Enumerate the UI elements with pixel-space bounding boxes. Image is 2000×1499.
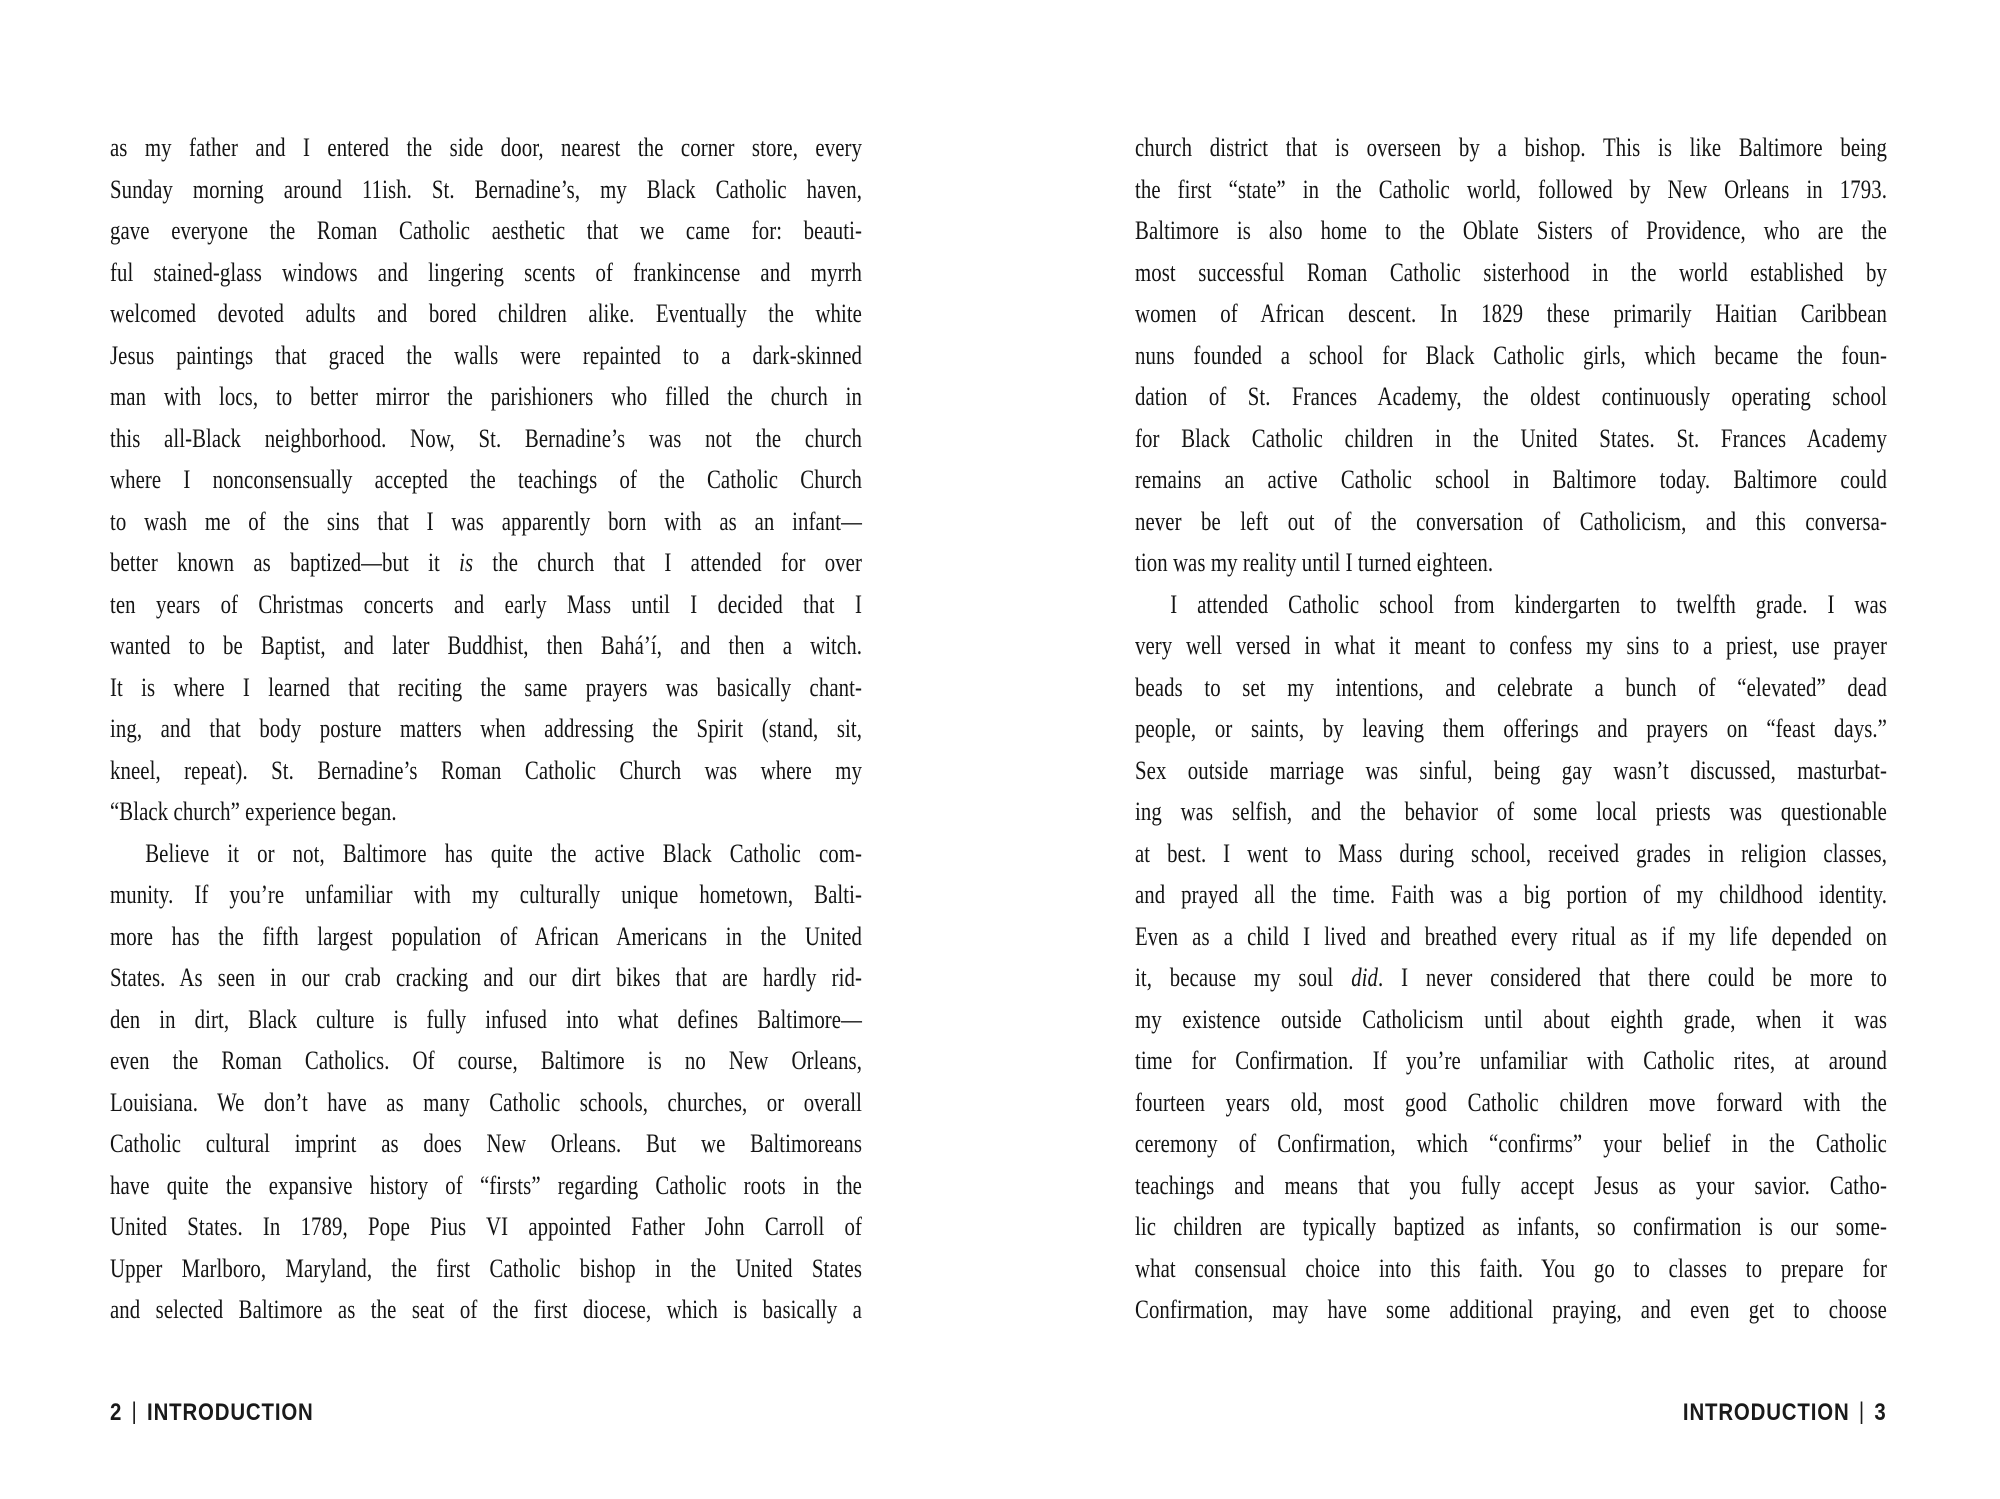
text-line: Jesus paintings that graced the walls were repainted to a dark-skinned: [110, 340, 862, 370]
text-line: man with locs, to better mirror the parishioners who filled the church in: [110, 382, 862, 411]
footer-separator: |: [131, 1398, 138, 1425]
text-line: Louisiana. We don’t have as many Catholic schools, churches, or overall: [110, 1087, 862, 1117]
text-line: women of African descent. In 1829 these primarily Haitian Caribbean: [1135, 299, 1887, 328]
text-line: to wash me of the sins that I was apparently born with as an infant—: [110, 506, 862, 536]
text-line: wanted to be Baptist, and later Buddhist, then Bahá’í, and then a witch.: [110, 631, 862, 660]
text-line: have quite the expansive history of “firsts” regarding Catholic roots in the: [110, 1170, 862, 1200]
text-line: teachings and means that you fully accept Jesus as your savior. Catho-: [1135, 1170, 1887, 1200]
text-line: ten years of Christmas concerts and early Mass until I decided that I: [110, 589, 862, 619]
text-line: Baltimore is also home to the Oblate Sisters of Providence, who are the: [1135, 216, 1887, 245]
text-line: ing, and that body posture matters when addressing the Spirit (stand, sit,: [110, 714, 862, 743]
text-line: munity. If you’re unfamiliar with my culturally unique hometown, Balti-: [110, 880, 862, 909]
text-line: where I nonconsensually accepted the teachings of the Catholic Church: [110, 465, 862, 494]
text-line: never be left out of the conversation of Catholicism, and this conversa-: [1135, 506, 1887, 536]
text-line: the first “state” in the Catholic world, followed by New Orleans in 1793.: [1135, 174, 1887, 204]
text-line: welcomed devoted adults and bored children alike. Eventually the white: [110, 299, 862, 328]
text-line: Sunday morning around 11ish. St. Bernadine’s, my Black Catholic haven,: [110, 174, 862, 204]
section-label: INTRODUCTION: [1683, 1399, 1850, 1426]
text-line: ceremony of Confirmation, which “confirms” your belief in the Catholic: [1135, 1129, 1887, 1158]
text-line: even the Roman Catholics. Of course, Baltimore is no New Orleans,: [110, 1046, 862, 1075]
text-line: this all-Black neighborhood. Now, St. Bernadine’s was not the church: [110, 423, 862, 453]
text-line: remains an active Catholic school in Baltimore today. Baltimore could: [1135, 465, 1887, 494]
text-line: tion was my reality until I turned eighteen.: [1135, 548, 1494, 577]
text-line: better known as baptized—but it is the church that I attended for over: [110, 548, 862, 577]
body-text-right-page: [1135, 127, 1887, 1331]
text-line: fourteen years old, most good Catholic children move forward with the: [1135, 1087, 1887, 1117]
text-line: den in dirt, Black culture is fully infused into what defines Baltimore—: [110, 1004, 862, 1034]
text-line: Believe it or not, Baltimore has quite the active Black Catholic com-: [145, 838, 862, 868]
text-line: more has the fifth largest population of African Americans in the United: [110, 921, 862, 951]
text-line: It is where I learned that reciting the same prayers was basically chant-: [110, 672, 862, 702]
text-line: time for Confirmation. If you’re unfamiliar with Catholic rites, at around: [1135, 1046, 1887, 1075]
text-line: Confirmation, may have some additional praying, and even get to choose: [1135, 1295, 1887, 1324]
text-line: very well versed in what it meant to confess my sins to a priest, use prayer: [1135, 631, 1887, 660]
text-line: and prayed all the time. Faith was a big portion of my childhood identity.: [1135, 880, 1887, 909]
text-line: as my father and I entered the side door, nearest the corner store, every: [110, 133, 862, 162]
page-number: 2: [110, 1399, 123, 1426]
text-line: Catholic cultural imprint as does New Orleans. But we Baltimoreans: [110, 1129, 862, 1158]
text-line: ing was selfish, and the behavior of some local priests was questionable: [1135, 797, 1887, 826]
text-line: nuns founded a school for Black Catholic girls, which became the foun-: [1135, 340, 1887, 370]
text-line: “Black church” experience began.: [110, 797, 397, 826]
text-line: for Black Catholic children in the United States. St. Frances Academy: [1135, 423, 1887, 453]
text-line: ful stained-glass windows and lingering scents of frankincense and myrrh: [110, 257, 862, 287]
text-line: kneel, repeat). St. Bernadine’s Roman Catholic Church was where my: [110, 755, 862, 785]
text-line: church district that is overseen by a bishop. This is like Baltimore being: [1135, 133, 1887, 162]
section-label: INTRODUCTION: [147, 1399, 314, 1426]
footer-right: [1683, 1399, 1887, 1427]
text-line: Sex outside marriage was sinful, being gay wasn’t discussed, masturbat-: [1135, 755, 1887, 785]
body-text-left-page: [110, 127, 862, 1331]
text-line: I attended Catholic school from kindergarten to twelfth grade. I was: [1170, 589, 1887, 619]
text-line: dation of St. Frances Academy, the oldest continuously operating school: [1135, 382, 1887, 411]
text-line: it, because my soul did. I never considered that there could be more to: [1135, 963, 1888, 992]
footer-left: [110, 1399, 314, 1427]
text-line: Even as a child I lived and breathed every ritual as if my life depended on: [1135, 921, 1887, 951]
text-line: at best. I went to Mass during school, received grades in religion classes,: [1135, 838, 1887, 868]
text-line: lic children are typically baptized as infants, so confirmation is our some-: [1135, 1212, 1887, 1241]
text-line: and selected Baltimore as the seat of the first diocese, which is basically a: [110, 1295, 862, 1324]
text-line: States. As seen in our crab cracking and our dirt bikes that are hardly rid-: [110, 963, 862, 992]
text-line: gave everyone the Roman Catholic aesthetic that we came for: beauti-: [110, 216, 862, 245]
page-number: 3: [1874, 1399, 1887, 1426]
text-line: United States. In 1789, Pope Pius VI appointed Father John Carroll of: [110, 1212, 862, 1241]
text-line: beads to set my intentions, and celebrate a bunch of “elevated” dead: [1135, 672, 1887, 702]
text-line: what consensual choice into this faith. You go to classes to prepare for: [1135, 1253, 1887, 1283]
text-line: Upper Marlboro, Maryland, the first Catholic bishop in the United States: [110, 1253, 862, 1283]
footer-separator: |: [1859, 1398, 1866, 1425]
text-line: people, or saints, by leaving them offerings and prayers on “feast days.”: [1135, 714, 1887, 743]
text-line: my existence outside Catholicism until about eighth grade, when it was: [1135, 1004, 1887, 1034]
text-line: most successful Roman Catholic sisterhood in the world established by: [1135, 257, 1887, 287]
